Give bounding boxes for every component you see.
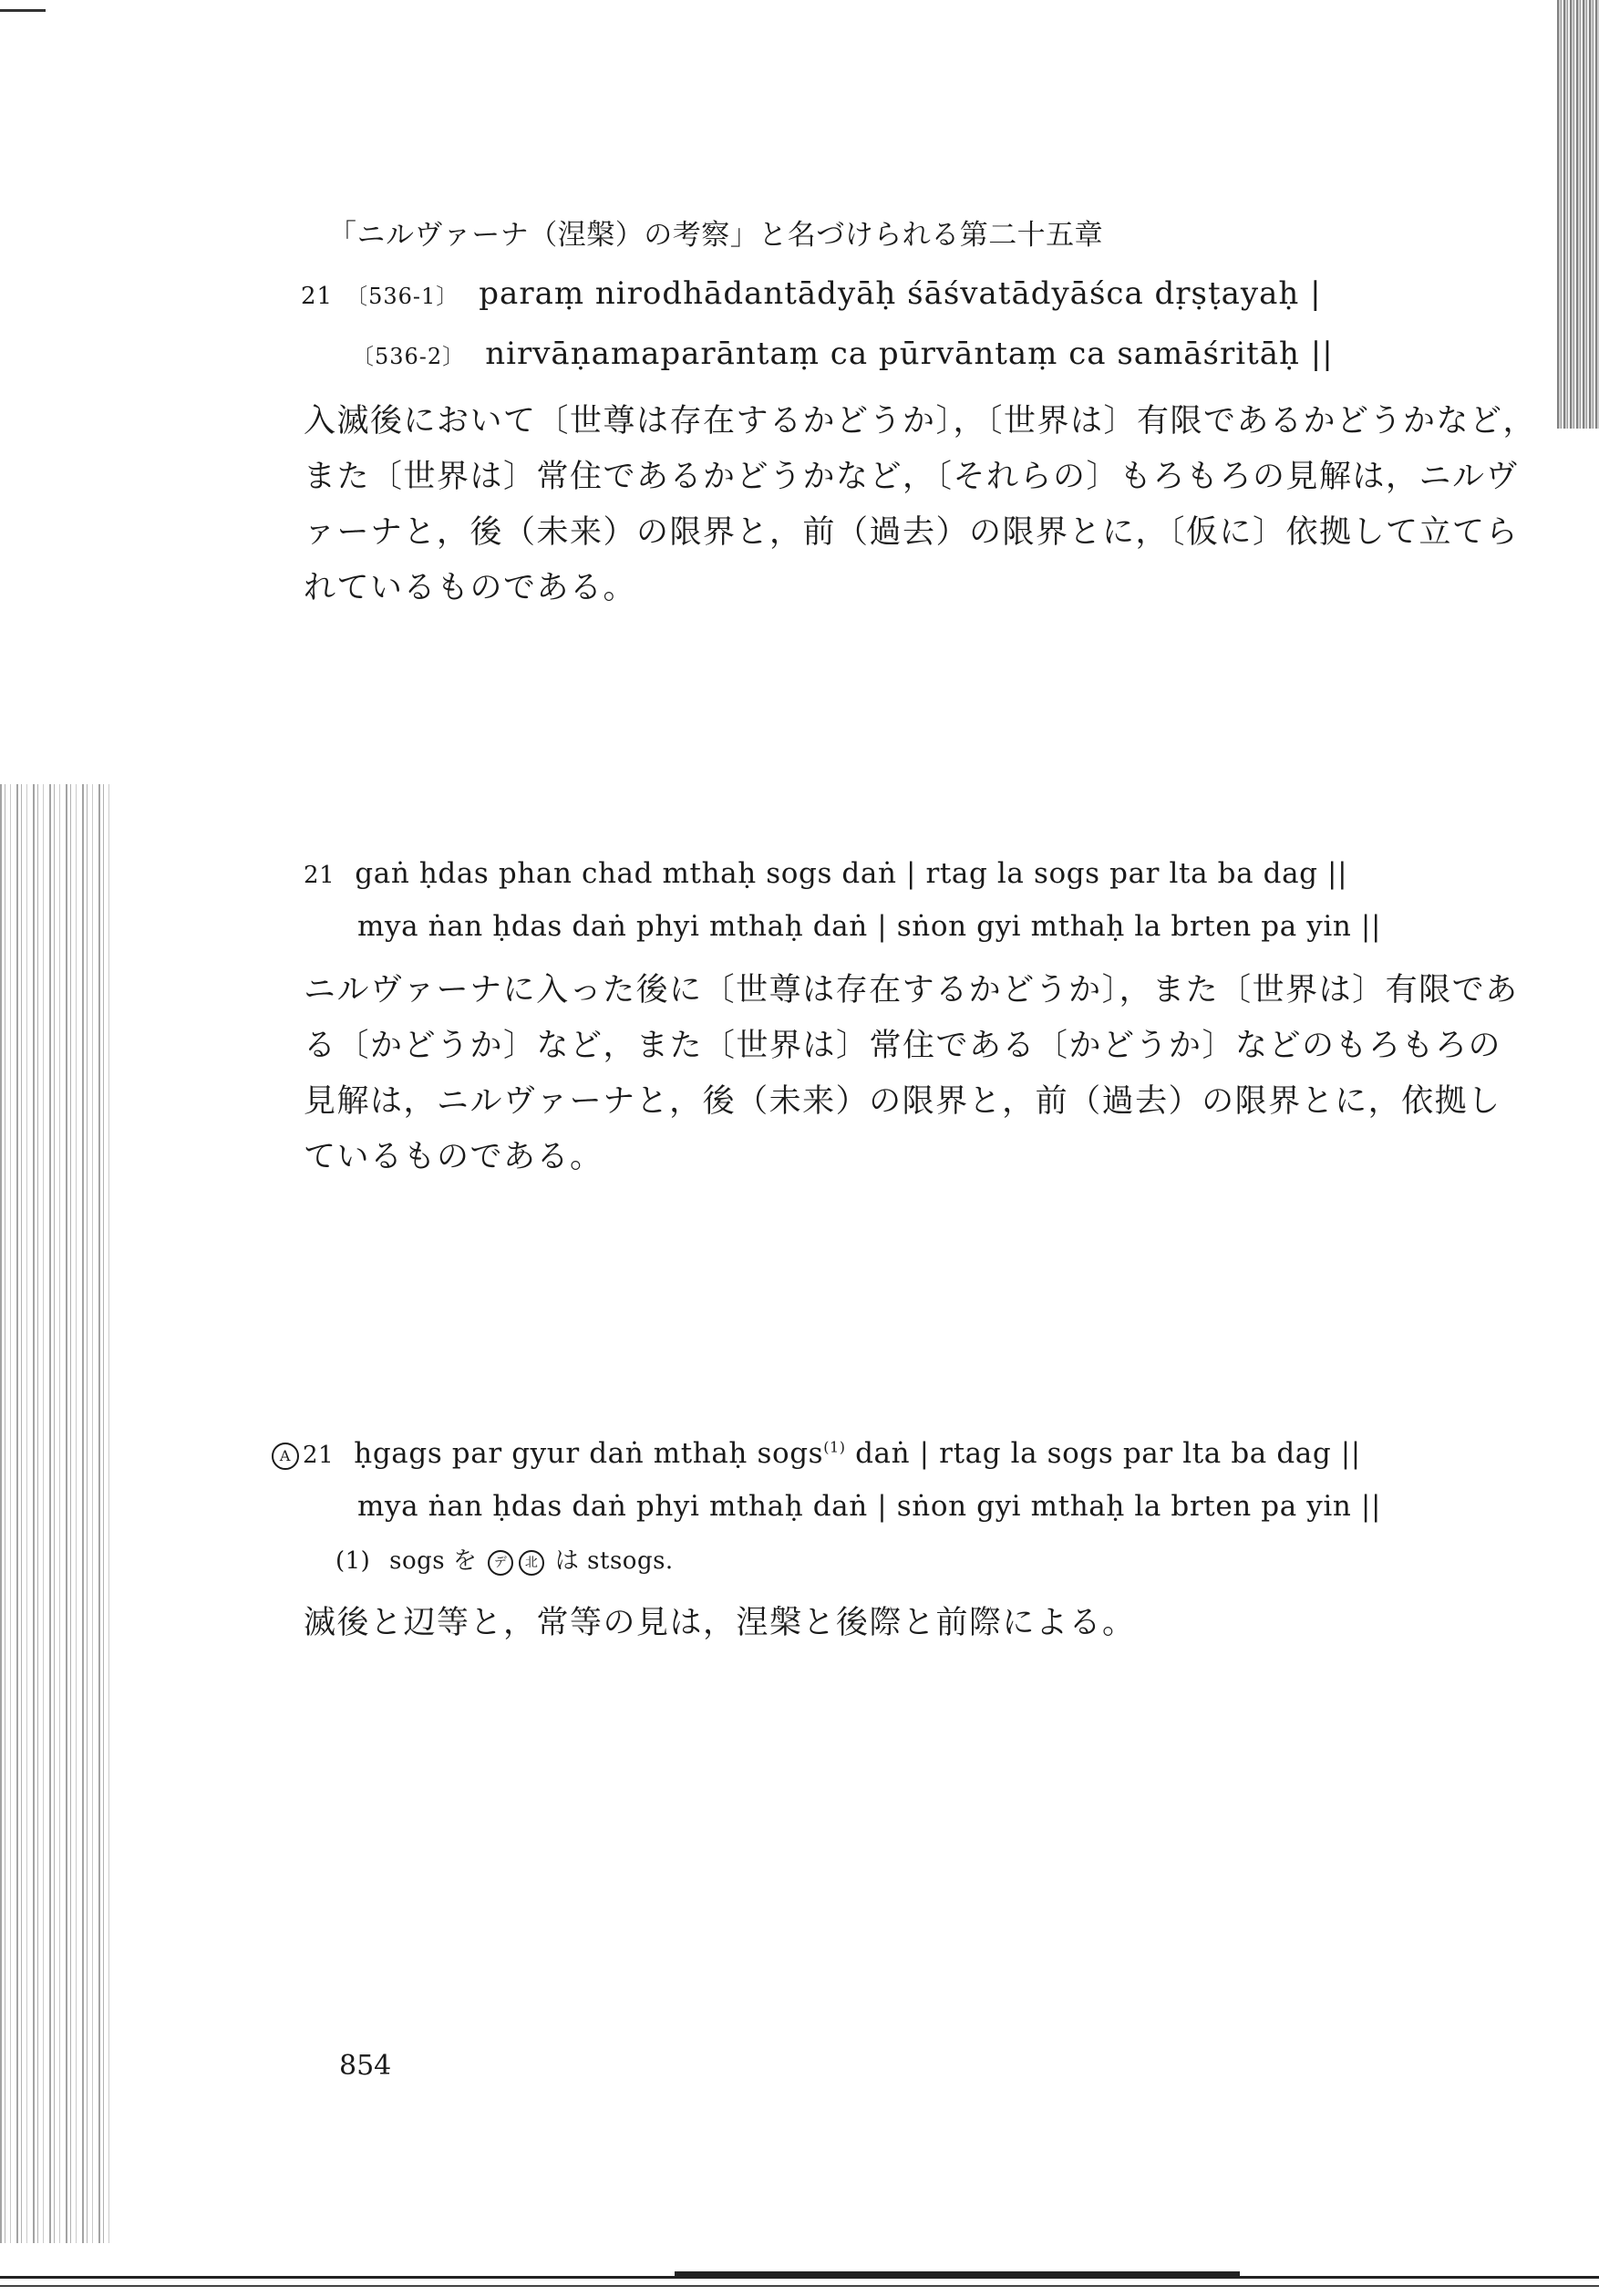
verse-text: paraṃ nirodhādantādyāḥ śāśvatādyāśca dṛṣṭayaḥ | [479, 275, 1322, 312]
scan-binding-shadow [0, 784, 109, 2243]
scan-edge-shadow [1557, 0, 1599, 429]
footnote [335, 1542, 674, 1576]
verse-text: nirvāṇamaparāntaṃ ca pūrvāntaṃ ca samāśritāḥ || [485, 336, 1334, 372]
footnote-label: (1) [335, 1547, 371, 1575]
translation-line: ているものである。 [304, 1139, 603, 1175]
commentary-verse-line-2 [357, 1490, 1381, 1523]
tibetan-translation [304, 963, 1519, 1185]
verse-text: mya ṅan ḥdas daṅ phyi mthaḥ daṅ | sṅon gyi mthaḥ la brten pa yin || [357, 1490, 1382, 1523]
translation-line: 入滅後において〔世尊は存在するかどうか〕，〔世界は〕有限であるかどうかなど， [304, 403, 1537, 440]
verse-text: gaṅ ḥdas phan chad mthaḥ sogs daṅ | rtag la sogs par lta ba dag || [355, 857, 1348, 890]
footnote-ref: (1) [823, 1438, 846, 1456]
translation-line: ニルヴァーナに入った後に〔世尊は存在するかどうか〕，また〔世界は〕有限であ [304, 972, 1519, 1008]
verse-number: 21 [304, 862, 335, 889]
translation-line: また〔世界は〕常住であるかどうかなど，〔それらの〕もろもろの見解は，ニルヴ [304, 459, 1520, 495]
translation-line: 見解は，ニルヴァーナと，後（未来）の限界と，前（過去）の限界とに，依拠し [304, 1083, 1501, 1120]
tibetan-verse-line-1 [304, 857, 1347, 890]
chinese-translation [304, 1596, 1516, 1651]
verse-number: 21 [301, 283, 334, 310]
commentary-verse-line-1 [272, 1437, 1361, 1470]
sanskrit-verse-line-2 [352, 336, 1334, 372]
verse-reference: 〔536-1〕 [346, 284, 459, 309]
verse-text: ḥgags par gyur daṅ mthaḥ sogs [354, 1437, 824, 1470]
scan-mark [0, 9, 46, 12]
sanskrit-translation [304, 394, 1537, 616]
footnote-text: sogs を [389, 1547, 478, 1575]
source-marker-icon: A [272, 1443, 299, 1470]
verse-text: mya ṅan ḥdas daṅ phyi mthaḥ daṅ | sṅon gyi mthaḥ la brten pa yin || [357, 910, 1382, 943]
translation-line: れているものである。 [304, 570, 637, 606]
translation-line: 滅後と辺等と，常等の見は，涅槃と後際と前際による。 [304, 1605, 1136, 1641]
verse-reference: 〔536-2〕 [352, 344, 466, 369]
translation-line: る〔かどうか〕など，また〔世界は〕常住である〔かどうか〕などのもろもろの [304, 1028, 1502, 1064]
edition-mark-icon: デ [488, 1550, 513, 1576]
verse-number: 21 [303, 1442, 335, 1469]
footnote-text: は stsogs. [554, 1547, 674, 1575]
sanskrit-verse-line-1 [301, 275, 1322, 312]
tibetan-verse-line-2 [357, 910, 1381, 943]
scan-bottom-bar [675, 2271, 1240, 2276]
edition-mark-icon: 北 [519, 1550, 544, 1576]
page-number: 854 [339, 2050, 392, 2082]
verse-text: daṅ | rtag la sogs par lta ba dag || [845, 1437, 1361, 1470]
chapter-header: 「ニルヴァーナ（涅槃）の考察」と名づけられる第二十五章 [328, 219, 1104, 252]
translation-line: ァーナと，後（未来）の限界と，前（過去）の限界とに，〔仮に〕依拠して立てら [304, 514, 1520, 551]
